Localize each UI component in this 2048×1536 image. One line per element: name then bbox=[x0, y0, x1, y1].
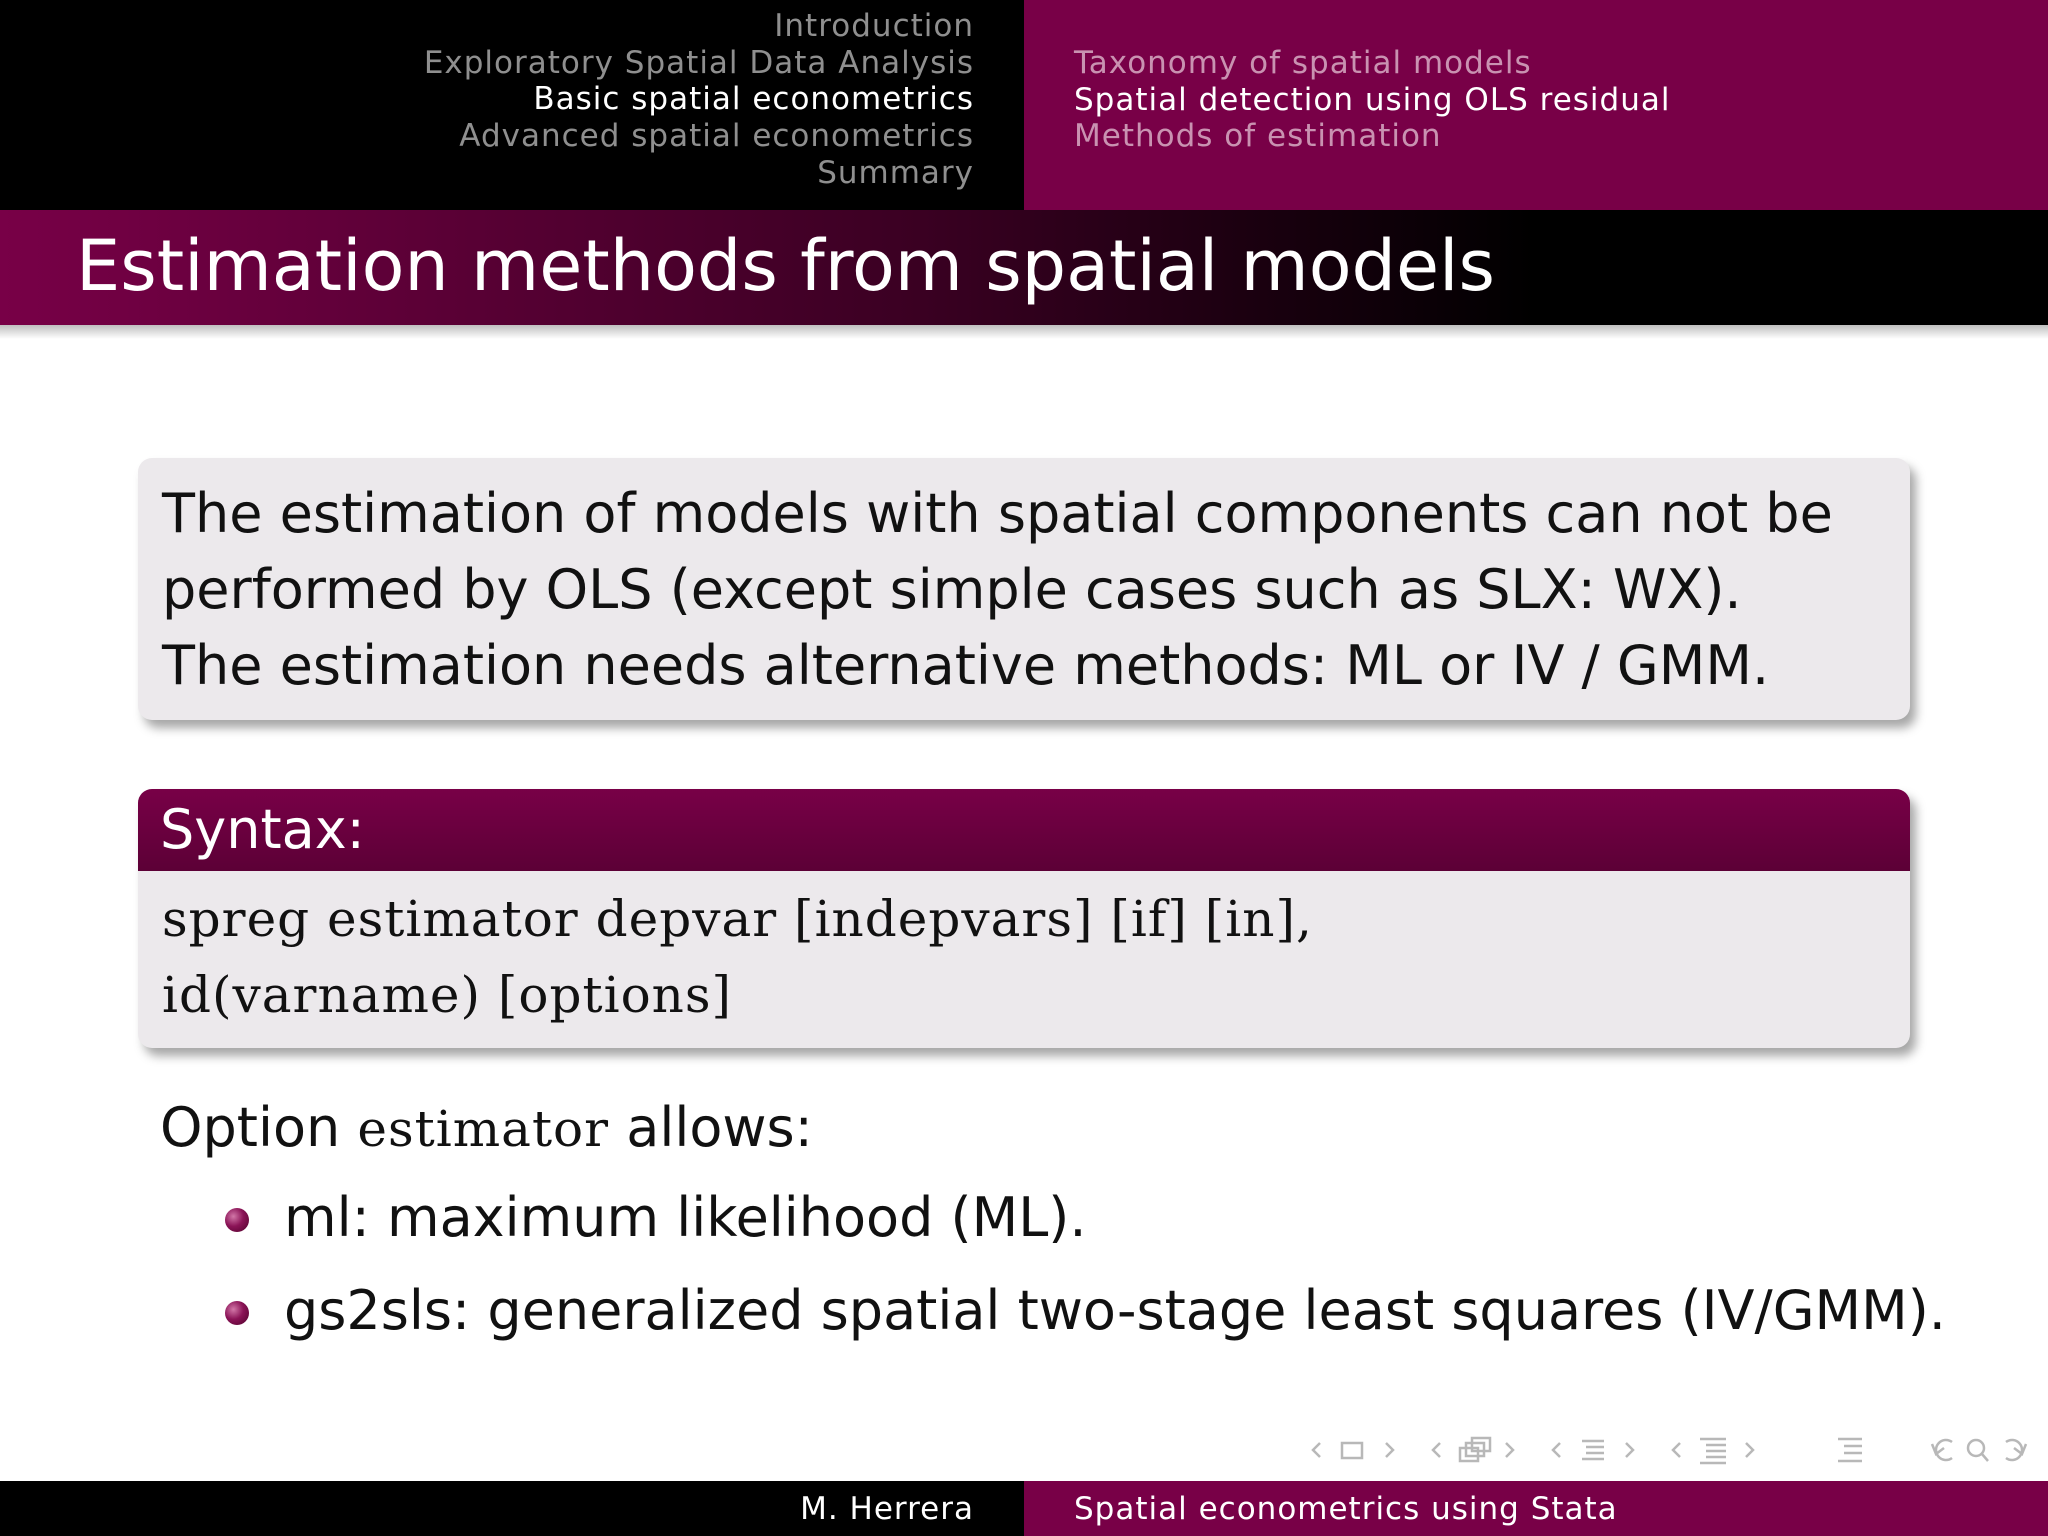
section-link-advanced-spatial-econometrics[interactable]: Advanced spatial econometrics bbox=[459, 118, 974, 155]
page-title: Estimation methods from spatial models bbox=[76, 225, 1495, 307]
section-link-basic-spatial-econometrics[interactable]: Basic spatial econometrics bbox=[533, 81, 974, 118]
section-nav-panel bbox=[0, 0, 1024, 210]
syntax-code-line: id(varname) [options] bbox=[162, 966, 733, 1024]
section-link-summary[interactable]: Summary bbox=[817, 154, 974, 191]
options-prefix: Option bbox=[160, 1096, 341, 1159]
back-search-forward-icon[interactable] bbox=[1924, 1432, 2034, 1468]
intro-line: performed by OLS (except simple cases such as SLX: WX). bbox=[162, 558, 1742, 621]
footer bbox=[0, 1481, 2048, 1536]
bullet-icon bbox=[225, 1208, 249, 1232]
syntax-code-line: spreg estimator depvar [indepvars] [if] [in], bbox=[162, 890, 1313, 948]
subsection-link-taxonomy[interactable]: Taxonomy of spatial models bbox=[1074, 45, 1532, 81]
list-item-text: gs2sls: generalized spatial two-stage least squares (IV/GMM). bbox=[284, 1279, 1946, 1342]
intro-line: The estimation needs alternative methods: ML or IV / GMM. bbox=[162, 634, 1770, 697]
subsection-prev-next-icon[interactable] bbox=[1426, 1432, 1522, 1468]
options-intro bbox=[160, 1090, 813, 1167]
subsection-list bbox=[1074, 45, 1670, 155]
bullet-icon bbox=[225, 1301, 249, 1325]
syntax-block-title: Syntax: bbox=[160, 798, 365, 861]
intro-block bbox=[138, 458, 1910, 720]
section-link-introduction[interactable]: Introduction bbox=[774, 8, 974, 44]
syntax-block-header bbox=[138, 789, 1910, 871]
list-item bbox=[220, 1180, 1946, 1256]
presentation-prev-next-icon[interactable] bbox=[1666, 1432, 1762, 1468]
options-keyword: estimator bbox=[357, 1100, 610, 1158]
footer-author: M. Herrera bbox=[800, 1491, 974, 1527]
subsection-link-methods-of-estimation[interactable]: Methods of estimation bbox=[1074, 118, 1442, 155]
section-link-esda[interactable]: Exploratory Spatial Data Analysis bbox=[423, 44, 974, 81]
list-item-text: ml: maximum likelihood (ML). bbox=[284, 1186, 1087, 1249]
navigation-symbols bbox=[1300, 1432, 2040, 1468]
title-shadow bbox=[0, 325, 2048, 339]
section-list bbox=[424, 8, 974, 192]
intro-block-text bbox=[162, 476, 1833, 704]
footer-left-panel bbox=[0, 1481, 1024, 1536]
toc-icon[interactable] bbox=[1832, 1432, 1868, 1468]
options-suffix: allows: bbox=[626, 1096, 813, 1159]
intro-line: The estimation of models with spatial components can not be bbox=[162, 482, 1833, 545]
footer-title: Spatial econometrics using Stata bbox=[1074, 1491, 1618, 1527]
estimator-list bbox=[220, 1180, 1946, 1366]
frame-prev-next-icon[interactable] bbox=[1306, 1432, 1402, 1468]
syntax-code bbox=[162, 881, 1313, 1033]
header-navigation bbox=[0, 0, 2048, 210]
syntax-block bbox=[138, 789, 1910, 1048]
list-item bbox=[220, 1273, 1946, 1349]
footer-right-panel bbox=[1024, 1481, 2048, 1536]
section-prev-next-icon[interactable] bbox=[1546, 1432, 1642, 1468]
frame-title-bar bbox=[0, 210, 2048, 325]
subsection-link-spatial-detection[interactable]: Spatial detection using OLS residual bbox=[1074, 81, 1671, 118]
subsection-nav-panel bbox=[1024, 0, 2048, 210]
